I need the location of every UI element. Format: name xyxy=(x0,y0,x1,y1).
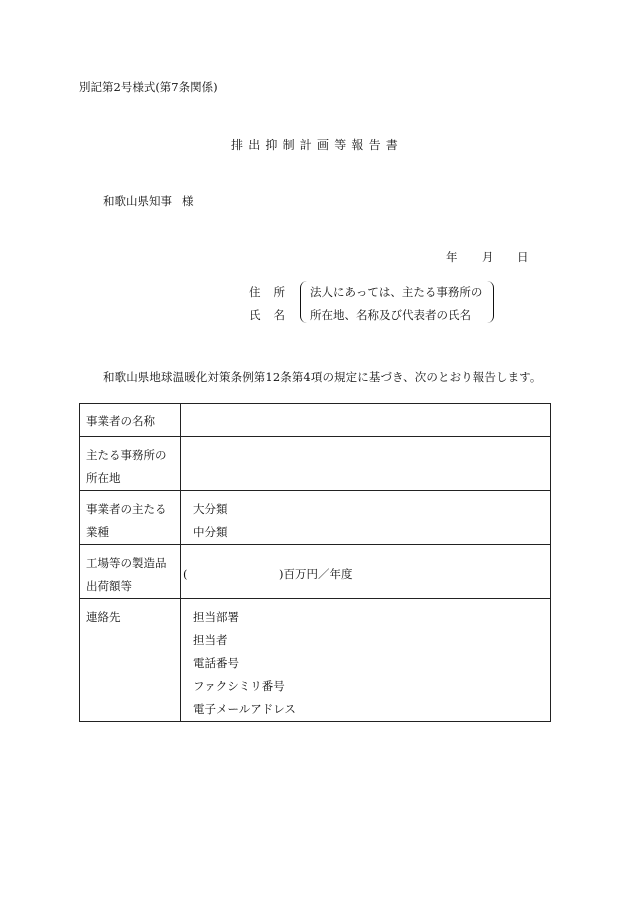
label-line: 工場等の製造品 xyxy=(86,556,167,570)
label-line: 事業者の主たる xyxy=(86,502,167,516)
unit-label: )百万円／年度 xyxy=(279,567,353,581)
contact-fax-label: ファクシミリ番号 xyxy=(193,679,285,693)
date-day-label: 日 xyxy=(517,250,529,264)
shipment-value-line xyxy=(183,563,550,586)
label-line: 主たる事務所の xyxy=(86,448,167,462)
date-year-label: 年 xyxy=(446,250,458,264)
contact-email-label: 電子メールアドレス xyxy=(193,702,296,716)
label-line: 事業者の名称 xyxy=(86,414,155,428)
report-table xyxy=(79,403,551,722)
contact-field[interactable] xyxy=(181,599,551,722)
label-line: 業種 xyxy=(86,525,109,539)
addressee-honorific: 様 xyxy=(182,194,194,208)
office-address-field[interactable] xyxy=(181,437,551,491)
report-statement: 和歌山県地球温暖化対策条例第12条第4項の規定に基づき、次のとおり報告します。 xyxy=(103,370,542,384)
submitter-note-line-2: 所在地、名称及び代表者の氏名 xyxy=(310,308,471,322)
row-label xyxy=(80,599,181,722)
row-label xyxy=(80,437,181,491)
table-row xyxy=(80,545,551,599)
table-row xyxy=(80,599,551,722)
document-title: 排出抑制計画等報告書 xyxy=(231,138,404,152)
form-number-label: 別記第2号様式(第7条関係) xyxy=(79,80,218,94)
date-month-label: 月 xyxy=(482,250,494,264)
name-label: 氏名 xyxy=(249,308,298,322)
row-label xyxy=(80,491,181,545)
row-label xyxy=(80,545,181,599)
contact-person-label: 担当者 xyxy=(193,633,228,647)
row-label xyxy=(80,404,181,437)
business-name-field[interactable] xyxy=(181,404,551,437)
open-paren: ( xyxy=(183,567,188,581)
label-line: 出荷額等 xyxy=(86,579,132,593)
table-row xyxy=(80,491,551,545)
contact-phone-label: 電話番号 xyxy=(193,656,239,670)
submitter-note-line-1: 法人にあっては、主たる事務所の xyxy=(310,285,483,299)
table-row xyxy=(80,404,551,437)
industry-field[interactable] xyxy=(181,491,551,545)
address-label: 住所 xyxy=(249,285,298,299)
label-line: 所在地 xyxy=(86,471,121,485)
industry-major-label: 大分類 xyxy=(193,502,228,516)
label-line: 連絡先 xyxy=(86,610,121,624)
contact-department-label: 担当部署 xyxy=(193,610,239,624)
shipment-value-field[interactable] xyxy=(181,545,551,599)
industry-middle-label: 中分類 xyxy=(193,525,228,539)
table-row xyxy=(80,437,551,491)
addressee: 和歌山県知事 xyxy=(103,194,172,208)
